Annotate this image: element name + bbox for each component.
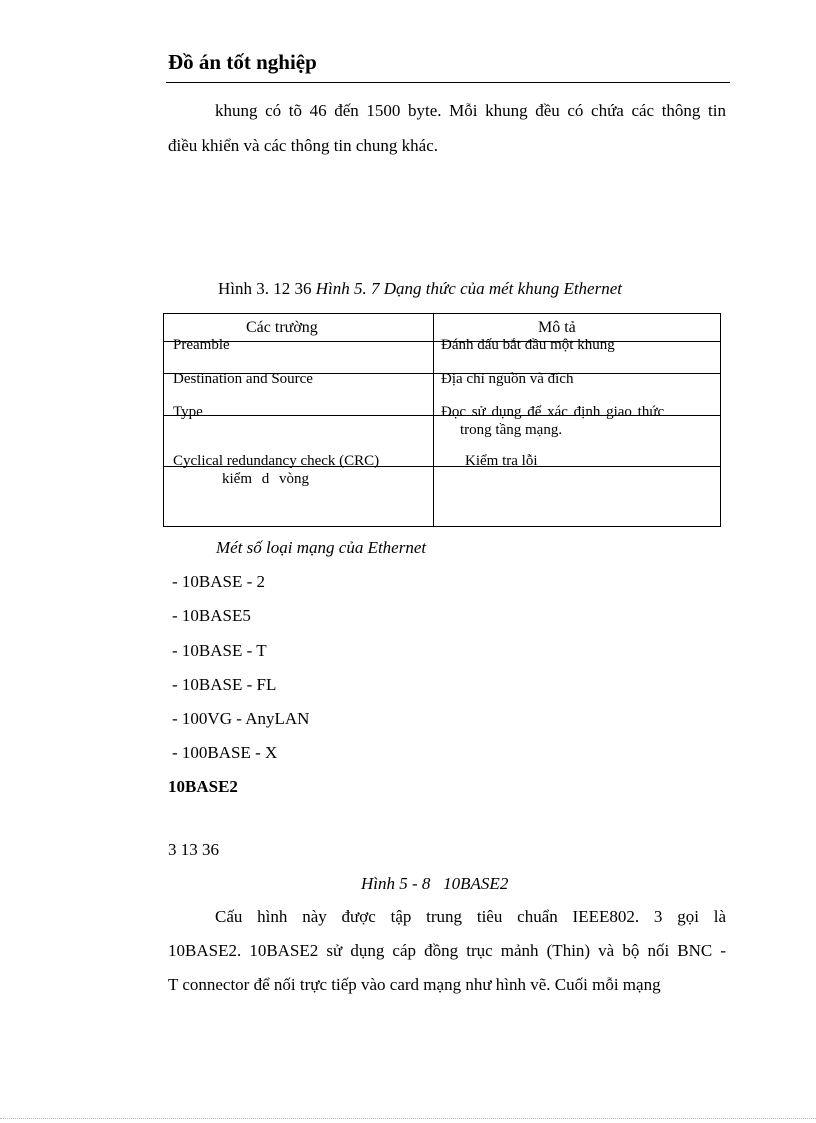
body-line-2: 10BASE2. 10BASE2 sử dụng cáp đồng trục mảnh (Thin) và bộ nối BNC -	[168, 941, 726, 960]
list-item: - 10BASE - FL	[172, 675, 277, 694]
page-bottom-border	[0, 1118, 816, 1119]
table-cell-field-preamble: Preamble	[173, 337, 230, 353]
list-item: - 100VG - AnyLAN	[172, 709, 310, 728]
body-line-3: T connector để nối trực tiếp vào card mạng như hình vẽ. Cuối mỗi mạng	[168, 975, 661, 994]
figure-reference: 3 13 36	[168, 840, 219, 859]
table-cell-field-crc: Cyclical redundancy check (CRC)	[173, 453, 380, 469]
table-cell-field-address: Destination and Source	[173, 371, 313, 387]
table-cell-desc-address: Địa chỉ nguồn và đích	[441, 371, 574, 387]
list-item: - 10BASE5	[172, 606, 251, 625]
table-cell-field-crc-cont: kiểm d vòng	[222, 471, 309, 487]
table-row	[434, 467, 721, 527]
figure-caption-title: Hình 5. 7 Dạng thức của mét khung Ethernet	[315, 279, 622, 298]
figure-2-caption: Hình 5 - 8 10BASE2	[361, 874, 509, 893]
table-cell-desc-type-cont: trong tầng mạng.	[460, 422, 563, 438]
list-item: - 10BASE - 2	[172, 572, 266, 591]
table-cell-desc-type: Đọc sử dụng để xác định giao thức	[441, 404, 665, 420]
table-cell-field-type: Type	[173, 404, 203, 420]
figure-caption-prefix: Hình 3. 12 36	[218, 279, 312, 298]
body-line-1: Cấu hình này được tập trung tiêu chuẩn IEEE802. 3 gọi là	[215, 907, 726, 926]
network-types-heading: Mét số loại mạng của Ethernet	[216, 538, 427, 557]
intro-line-1: khung có tõ 46 đến 1500 byte. Mỗi khung đều có chứa các thông tin	[215, 101, 726, 120]
table-cell-desc-crc: Kiểm tra lỗi	[465, 453, 538, 469]
figure-caption	[218, 279, 622, 299]
table-header-left-label: Các trường	[246, 319, 318, 336]
section-heading: 10BASE2	[168, 777, 238, 796]
table-cell-desc-preamble: Đánh dấu bắt đầu một khung	[441, 337, 615, 353]
header-divider	[166, 82, 730, 83]
table-header-right-label: Mô tả	[538, 319, 576, 336]
page-header-title: Đồ án tốt nghiệp	[168, 50, 317, 74]
intro-line-2: điều khiển và các thông tin chung khác.	[168, 136, 439, 155]
list-item: - 100BASE - X	[172, 743, 278, 762]
list-item: - 10BASE - T	[172, 641, 267, 660]
